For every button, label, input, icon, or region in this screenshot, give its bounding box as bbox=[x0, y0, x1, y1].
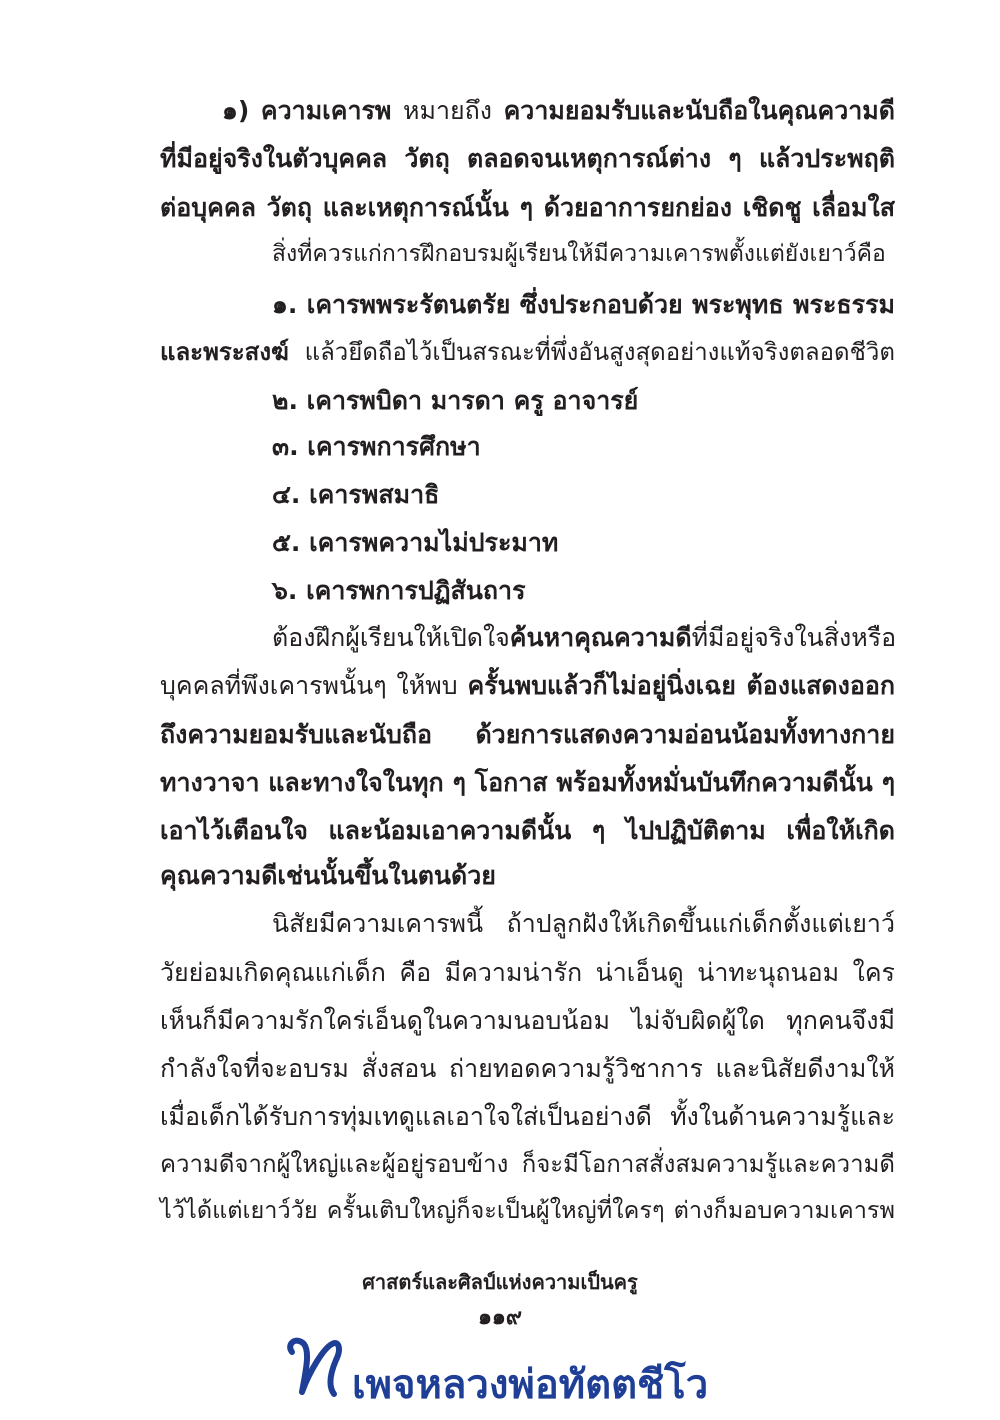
intro-number: ๑) bbox=[222, 96, 250, 125]
list-item-1-plain: แล้วยึดถือไว้เป็นสรณะที่พึ่งอันสูงสุดอย่างแท้จริงตลอดชีวิต bbox=[288, 338, 895, 366]
brand-signature bbox=[280, 1330, 740, 1410]
para2-line-6: คุณความดีเช่นนั้นขึ้นในตนด้วย bbox=[160, 861, 496, 890]
intro-plain: หมายถึง bbox=[391, 96, 504, 125]
para2-plain-b: ที่มีอยู่จริงในสิ่งหรือ bbox=[691, 623, 897, 652]
list-item-6: ๖. เคารพการปฏิสันถาร bbox=[272, 576, 526, 605]
para2-line-5: เอาไว้เตือนใจ และน้อมเอาความดีนั้น ๆ ไปปฏิบัติตาม เพื่อให้เกิด bbox=[160, 816, 895, 845]
para2-plain-a: ต้องฝึกผู้เรียนให้เปิดใจ bbox=[272, 623, 510, 652]
list-item-2: ๒. เคารพบิดา มารดา ครู อาจารย์ bbox=[272, 386, 639, 415]
list-item-5: ๕. เคารพความไม่ประมาท bbox=[272, 528, 559, 557]
book-title: ศาสตร์และศิลป์แห่งความเป็นครู bbox=[362, 1270, 638, 1294]
page-number: ๑๑๙ bbox=[477, 1305, 523, 1330]
para3-line-2: วัยย่อมเกิดคุณแก่เด็ก คือ มีความน่ารัก น่าเอ็นดู น่าทะนุถนอม ใคร bbox=[160, 958, 895, 987]
intro-line-4: สิ่งที่ควรแก่การฝึกอบรมผู้เรียนให้มีความเคารพตั้งแต่ยังเยาว์คือ bbox=[272, 241, 886, 267]
para2-bold-a: ค้นหาคุณความดี bbox=[509, 623, 692, 652]
brand-logo-icon bbox=[280, 1330, 360, 1410]
para3-line-6: ความดีจากผู้ใหญ่และผู้อยู่รอบข้าง ก็จะมีโอกาสสั่งสมความรู้และความดี bbox=[160, 1150, 895, 1178]
term-respect: ความเคารพ bbox=[260, 96, 392, 125]
list-item-1-line-2 bbox=[160, 340, 895, 364]
para3-line-1: นิสัยมีความเคารพนี้ ถ้าปลูกฝังให้เกิดขึ้นแก่เด็กตั้งแต่เยาว์ bbox=[272, 909, 895, 938]
intro-line-3: ต่อบุคคล วัตถุ และเหตุการณ์นั้น ๆ ด้วยอาการยกย่อง เชิดชู เลื่อมใส bbox=[160, 193, 895, 222]
para2-line-1 bbox=[272, 625, 895, 650]
para3-line-5: เมื่อเด็กได้รับการทุ่มเทดูแลเอาใจใส่เป็นอย่างดี ทั้งในด้านความรู้และ bbox=[160, 1102, 895, 1131]
para2-line-4: ทางวาจา และทางใจในทุก ๆ โอกาส พร้อมทั้งหมั่นบันทึกความดีนั้น ๆ bbox=[160, 768, 895, 797]
intro-line-1 bbox=[222, 98, 895, 123]
para3-line-4: กำลังใจที่จะอบรม สั่งสอน ถ่ายทอดความรู้วิชาการ และนิสัยดีงามให้ bbox=[160, 1054, 895, 1083]
para2-line-2 bbox=[160, 673, 895, 698]
para2-plain-c: บุคคลที่พึงเคารพนั้นๆ ให้พบ bbox=[160, 671, 468, 700]
list-item-1-bold: และพระสงฆ์ bbox=[160, 338, 289, 366]
list-item-1-line-1: ๑. เคารพพระรัตนตรัย ซึ่งประกอบด้วย พระพุทธ พระธรรม bbox=[272, 290, 895, 319]
para3-line-3: เห็นก็มีความรักใคร่เอ็นดูในความนอบน้อม ไม่จับผิดผู้ใด ทุกคนจึงมี bbox=[160, 1006, 895, 1035]
para2-line-3: ถึงความยอมรับและนับถือ ด้วยการแสดงความอ่อนน้อมทั้งทางกาย bbox=[160, 720, 895, 749]
list-item-3: ๓. เคารพการศึกษา bbox=[272, 432, 481, 461]
brand-name: เพจหลวงพ่อทัตตชีโว bbox=[352, 1362, 709, 1408]
definition-bold: ความยอมรับและนับถือในคุณความดี bbox=[503, 96, 895, 125]
para3-line-7: ไว้ได้แต่เยาว์วัย ครั้นเติบใหญ่ก็จะเป็นผู้ใหญ่ที่ใครๆ ต่างก็มอบความเคารพ bbox=[160, 1196, 895, 1224]
para2-bold-b: ครั้นพบแล้วก็ไม่อยู่นิ่งเฉย ต้องแสดงออก bbox=[467, 671, 895, 700]
list-item-4: ๔. เคารพสมาธิ bbox=[272, 480, 440, 509]
intro-line-2: ที่มีอยู่จริงในตัวบุคคล วัตถุ ตลอดจนเหตุการณ์ต่าง ๆ แล้วประพฤติ bbox=[160, 144, 895, 173]
